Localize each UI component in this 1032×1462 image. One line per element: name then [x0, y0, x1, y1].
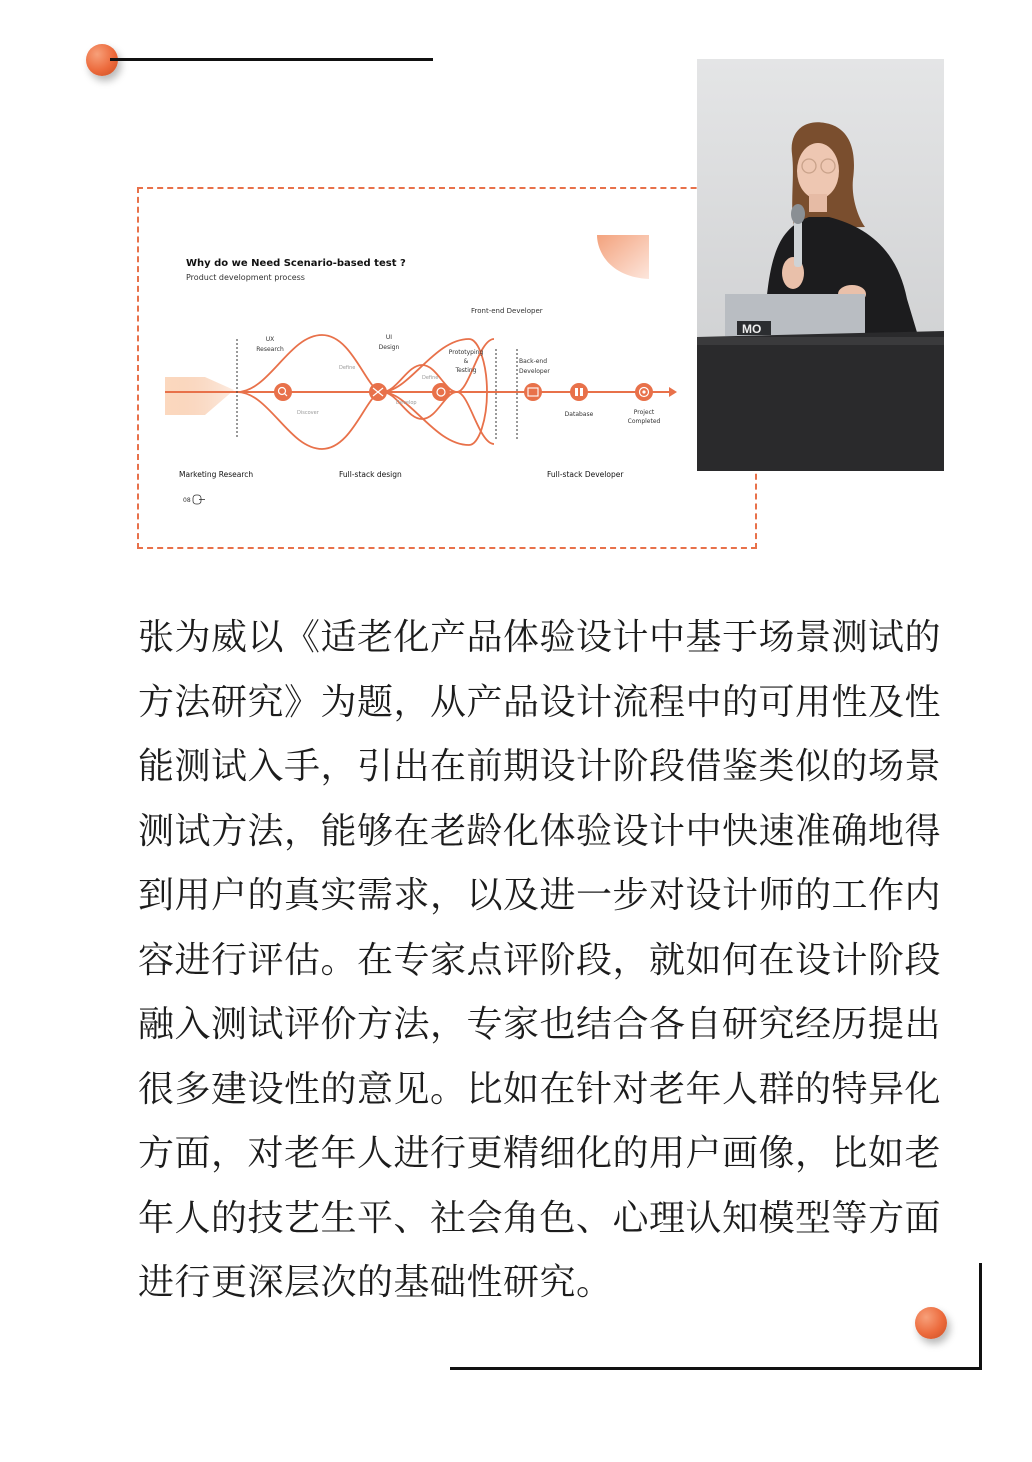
- label-testing: Testing: [455, 367, 477, 374]
- speaker-photo: [697, 59, 944, 471]
- svg-text:UXResearch: [256, 336, 284, 353]
- test-clock-icon: [432, 383, 450, 401]
- label-database: Database: [564, 411, 594, 418]
- search-icon: [274, 383, 292, 401]
- slide-subtitle: Product development process: [186, 273, 305, 282]
- label-backend: Back-end: [519, 358, 548, 365]
- start-arrow-shape: [165, 377, 234, 415]
- label-define-2: Define: [422, 375, 439, 381]
- lectern-label: MO: [742, 322, 762, 336]
- next-arrow-icon: [193, 495, 205, 504]
- svg-text:UIDesign: [379, 334, 400, 351]
- label-discover: Discover: [297, 410, 319, 416]
- svg-text:ProjectCompleted: [628, 409, 661, 425]
- svg-text:Prototyping&Testing: [449, 349, 484, 374]
- decorative-orange-dot-bottom: [915, 1307, 947, 1339]
- decorative-line-top: [110, 58, 433, 61]
- decorative-line-bottom-horizontal: [450, 1367, 982, 1370]
- label-design: Design: [378, 344, 400, 351]
- label-developer: Developer: [519, 368, 550, 375]
- slide-frame: [137, 187, 757, 549]
- label-project: Project: [633, 409, 655, 416]
- label-research: Research: [256, 346, 284, 353]
- database-icon: [570, 383, 588, 401]
- end-arrow-head: [669, 387, 677, 397]
- label-front-end: Front-end Developer: [471, 307, 543, 315]
- label-ampersand: &: [463, 358, 469, 365]
- target-icon: [635, 383, 653, 401]
- label-develop: Develop: [396, 400, 417, 406]
- label-define-1: Define: [339, 365, 356, 371]
- decorative-blob: [597, 235, 649, 279]
- label-fullstack-developer: Full-stack Developer: [547, 470, 624, 479]
- code-icon: [524, 383, 542, 401]
- label-ux: UX: [265, 336, 275, 343]
- decorative-line-bottom-vertical: [979, 1263, 982, 1370]
- label-completed: Completed: [627, 418, 661, 425]
- label-prototyping: Prototyping: [448, 349, 484, 356]
- slide-title: Why do we Need Scenario-based test ?: [186, 258, 406, 269]
- design-tools-icon: [369, 383, 387, 401]
- label-ui: UI: [385, 334, 393, 341]
- process-diagram: [139, 189, 762, 551]
- page-number: 08: [183, 497, 191, 504]
- label-marketing-research: Marketing Research: [179, 470, 254, 479]
- label-fullstack-design: Full-stack design: [339, 470, 402, 479]
- svg-text:Back-endDeveloper: [519, 358, 550, 375]
- article-paragraph: 张为威以《适老化产品体验设计中基于场景测试的方法研究》为题，从产品设计流程中的可用性及性能测试入手，引出在前期设计阶段借鉴类似的场景测试方法，能够在老龄化体验设计中快速准确地得到用户的真实需求，以及进一步对设计师的工作内容进行评估。在专家点评阶段，就如何在设计阶段融入测试评价方法，专家也结合各自研究经历提出很多建设性的意见。比如在针对老年人群的特异化方面，对老年人进行更精细化的用户画像，比如老年人的技艺生平、社会角色、心理认知模型等方面进行更深层次的基础性研究。: [138, 617, 942, 1303]
